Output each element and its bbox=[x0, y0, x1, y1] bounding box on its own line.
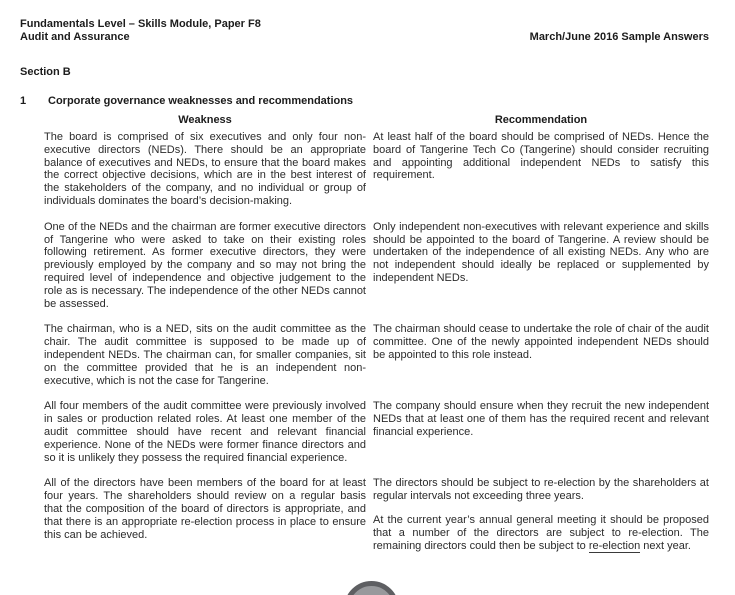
question-number: 1 bbox=[20, 95, 27, 107]
recommendation-cell-1 bbox=[373, 131, 709, 208]
question-heading bbox=[20, 95, 709, 107]
weakness-cell-5 bbox=[44, 477, 366, 552]
weakness-column-header: Weakness bbox=[178, 114, 232, 126]
weakness-cell-4 bbox=[44, 400, 366, 464]
recommendation-text-2: Only independent non-executives with relevant experience and skills should be appointed to the board of Tangerine. A review should be undertaken of the independence of all existing NEDs. Any who are not independent should ideally be replaced or supplemented by independent NEDs. bbox=[373, 220, 709, 284]
section-label: Section B bbox=[20, 66, 71, 78]
recommendation-text-3: The chairman should cease to undertake the role of chair of the audit committee. One of the newly appointed independent NEDs should be appointed to this role instead. bbox=[373, 323, 709, 361]
header-left bbox=[20, 18, 261, 44]
weakness-cell-1 bbox=[44, 131, 366, 208]
recommendation-column-header: Recommendation bbox=[494, 114, 588, 126]
document-header bbox=[20, 18, 709, 44]
question-title: Corporate governance weaknesses and recommendations bbox=[48, 95, 354, 107]
weakness-text-2: One of the NEDs and the chairman are former executive directors of Tangerine who were asked to take on their existing roles following retirement. As former executive directors, they were previously employed by the company and so may not bring the required level of independence and objective judgement to the role as is necessary. The independence of the other NEDs cannot be assessed. bbox=[44, 220, 366, 310]
underlined-word: re-election bbox=[588, 539, 641, 552]
recommendation-cell-4 bbox=[373, 400, 709, 464]
weakness-text-1: The board is comprised of six executives and only four non-executive directors (NEDs). There should be an appropriate balance of executives and NEDs, to ensure that the board makes the correct objective decisions, which are in the best interest of the stakeholders of the company, and no individual or group of individuals dominates the board’s decision-making. bbox=[44, 131, 366, 207]
recommendation-text-5b: At the current year’s annual general meeting it should be proposed that a number of the directors are subject to re-election. The remaining directors could then be subject to re-election next year. bbox=[373, 513, 709, 552]
recommendation-cell-5 bbox=[373, 477, 709, 552]
weakness-text-5: All of the directors have been members of the board for at least four years. The shareholders should review on a regular basis that the composition of the board of directors is appropriate, and that there is an appropriate re-election process in place to ensure this can be achieved. bbox=[44, 477, 366, 541]
paper-title-line2: Audit and Assurance bbox=[20, 31, 130, 43]
weakness-text-3: The chairman, who is a NED, sits on the audit committee as the chair. The audit committee is supposed to be made up of independent NEDs. The chairman can, for smaller companies, sit on the committee provided that he is an independent non-executive, which is not the case for Tangerine. bbox=[44, 323, 366, 387]
recommendation-text-1: At least half of the board should be comprised of NEDs. Hence the board of Tangerine Tech Co (Tangerine) should consider recruiting and appointing additional independent NEDs to satisfy this requirement. bbox=[373, 131, 709, 182]
weakness-text-4: All four members of the audit committee were previously involved in sales or production related roles. At least one member of the audit committee should have recent and relevant financial experience. None of the NEDs were former finance directors and so it is unlikely they possess the required financial experience. bbox=[44, 400, 366, 464]
answer-table bbox=[44, 131, 709, 552]
recommendation-cell-2 bbox=[373, 221, 709, 311]
weakness-cell-2 bbox=[44, 221, 366, 311]
header-right-title: March/June 2016 Sample Answers bbox=[529, 31, 709, 43]
recommendation-text-5a: The directors should be subject to re-election by the shareholders at regular intervals not exceeding three years. bbox=[373, 477, 709, 503]
floating-overlay-bubble[interactable] bbox=[344, 581, 399, 595]
weakness-cell-3 bbox=[44, 323, 366, 387]
recommendation-cell-3 bbox=[373, 323, 709, 387]
paper-title-line1: Fundamentals Level – Skills Module, Paper F8 bbox=[20, 18, 261, 30]
column-headers bbox=[44, 114, 709, 127]
recommendation-text-4: The company should ensure when they recruit the new independent NEDs that at least one of them has the required recent and relevant financial experience. bbox=[373, 400, 709, 438]
